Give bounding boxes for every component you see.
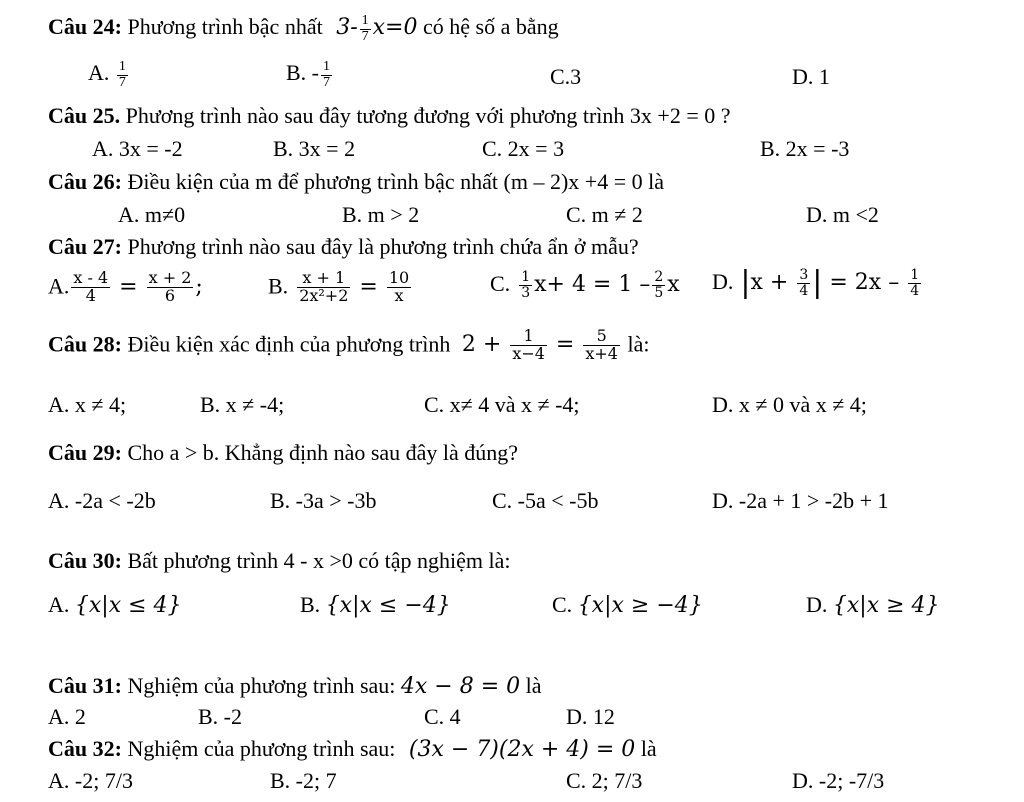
question-24-text: Phương trình bậc nhất — [127, 14, 323, 40]
question-25-option-a: A. 3x = -2 — [92, 136, 183, 161]
question-27-label: Câu 27: — [48, 234, 122, 259]
question-27-option-c: C. $\frac{1}{3}$ x+ 4 = 1 – $\frac{2}{5}$ x — [490, 269, 680, 301]
question-26-option-c: C. m ≠ 2 — [566, 202, 643, 227]
question-32-label: Câu 32: — [48, 736, 122, 761]
question-32-text: Nghiệm của phương trình sau: — [127, 736, 396, 761]
question-26-stem — [48, 171, 664, 193]
question-25-stem — [48, 105, 731, 127]
question-24-eq-prefix: 3- — [336, 15, 358, 41]
question-29-option-d: D. -2a + 1 > -2b + 1 — [712, 488, 889, 513]
question-28-option-b: B. x ≠ -4; — [200, 392, 285, 417]
question-32-equation: (3x − 7)(2x + 4) = 0 — [408, 737, 636, 762]
question-24-fraction: $\frac{1}{7}$ — [361, 13, 369, 44]
question-29-text: Cho a > b. Khẳng định nào sau đây là đúng? — [127, 440, 519, 465]
question-24-eq-suffix: x=0 — [372, 15, 418, 41]
question-29-stem — [48, 442, 518, 464]
question-25-option-d: B. 2x = -3 — [760, 136, 850, 161]
question-30-option-d: D. {x|x ≥ 4} — [806, 592, 940, 618]
question-29-option-a: A. -2a < -2b — [48, 488, 156, 513]
question-31-label: Câu 31: — [48, 673, 122, 698]
question-30-option-c: C. {x|x ≥ −4} — [552, 592, 703, 618]
question-32-option-b: B. -2; 7 — [270, 768, 337, 793]
question-28-option-a: A. x ≠ 4; — [48, 392, 127, 417]
question-24-option-c: C.3 — [550, 64, 582, 89]
question-26-label: Câu 26: — [48, 169, 122, 194]
question-25-option-c: C. 2x = 3 — [482, 136, 565, 161]
question-27-option-d: D. |x + $\frac{3}{4}$ | = 2x – $\frac{1}{4}$ — [712, 265, 920, 301]
option-a-fraction: $\frac{1}{7}$ — [118, 59, 126, 90]
question-31-text-end: là — [525, 673, 542, 698]
question-28-stem — [48, 328, 649, 363]
question-26-option-a: A. m≠0 — [118, 202, 186, 227]
question-26-option-d: D. m <2 — [806, 202, 879, 227]
question-24-label: Câu 24: — [48, 14, 122, 40]
question-32-stem — [48, 738, 657, 761]
question-31-option-d: D. 12 — [566, 704, 615, 729]
question-31-stem — [48, 675, 542, 698]
question-28-label: Câu 28: — [48, 331, 122, 357]
question-28-option-c: C. x≠ 4 và x ≠ -4; — [424, 392, 580, 417]
question-32-option-a: A. -2; 7/3 — [48, 768, 133, 793]
question-28-text-end: là: — [627, 331, 650, 357]
question-30-text: Bất phương trình 4 - x >0 có tập nghiệm là: — [127, 548, 511, 573]
question-27-option-a: A. $\frac{x - 4}{4}$ = $\frac{x + 2}{6}$ ; — [48, 268, 203, 305]
option-b-fraction: $\frac{1}{7}$ — [323, 59, 330, 90]
question-30-stem — [48, 550, 510, 572]
question-30-option-a: A. {x|x ≤ 4} — [48, 592, 182, 618]
question-29-option-c: C. -5a < -5b — [492, 488, 599, 513]
question-31-equation: 4x − 8 = 0 — [400, 674, 521, 699]
question-25-text: Phương trình nào sau đây tương đương với phương trình 3x +2 = 0 ? — [125, 103, 731, 128]
question-28-option-d: D. x ≠ 0 và x ≠ 4; — [712, 392, 867, 417]
question-29-option-b: B. -3a > -3b — [270, 488, 377, 513]
question-24-text-end: có hệ số a bằng — [422, 14, 559, 40]
question-31-option-a: A. 2 — [48, 704, 86, 729]
question-28-text: Điều kiện xác định của phương trình — [127, 331, 451, 357]
question-27-text: Phương trình nào sau đây là phương trình chứa ẩn ở mẫu? — [127, 234, 639, 259]
question-28-equation: 2 + $\frac{1}{x-4}$ = $\frac{5}{x+4}$ — [461, 326, 618, 363]
question-30-label: Câu 30: — [48, 548, 122, 573]
question-24-option-b: B. - $\frac{1}{7}$ — [286, 59, 330, 90]
question-27-option-b: B. $\frac{x + 1}{\text{2x²+2}}$ = $\frac{10}{x}$ — [268, 268, 410, 305]
question-30-option-b: B. {x|x ≤ −4} — [300, 592, 451, 618]
question-29-label: Câu 29: — [48, 440, 122, 465]
question-32-text-end: là — [640, 736, 657, 761]
question-26-text: Điều kiện của m để phương trình bậc nhất (m – 2)x +4 = 0 là — [127, 169, 664, 194]
question-32-option-c: C. 2; 7/3 — [566, 768, 643, 793]
question-25-label: Câu 25. — [48, 103, 121, 128]
question-31-option-c: C. 4 — [424, 704, 461, 729]
question-25-option-b: B. 3x = 2 — [273, 136, 356, 161]
question-24-option-a: A. $\frac{1}{7}$ — [88, 59, 126, 90]
question-24-option-d: D. 1 — [792, 64, 830, 89]
question-31-text: Nghiệm của phương trình sau: — [127, 673, 396, 698]
question-27-stem — [48, 236, 639, 258]
question-31-option-b: B. -2 — [198, 704, 242, 729]
question-32-option-d: D. -2; -7/3 — [792, 768, 885, 793]
question-26-option-b: B. m > 2 — [342, 202, 420, 227]
question-24-stem — [48, 14, 559, 44]
